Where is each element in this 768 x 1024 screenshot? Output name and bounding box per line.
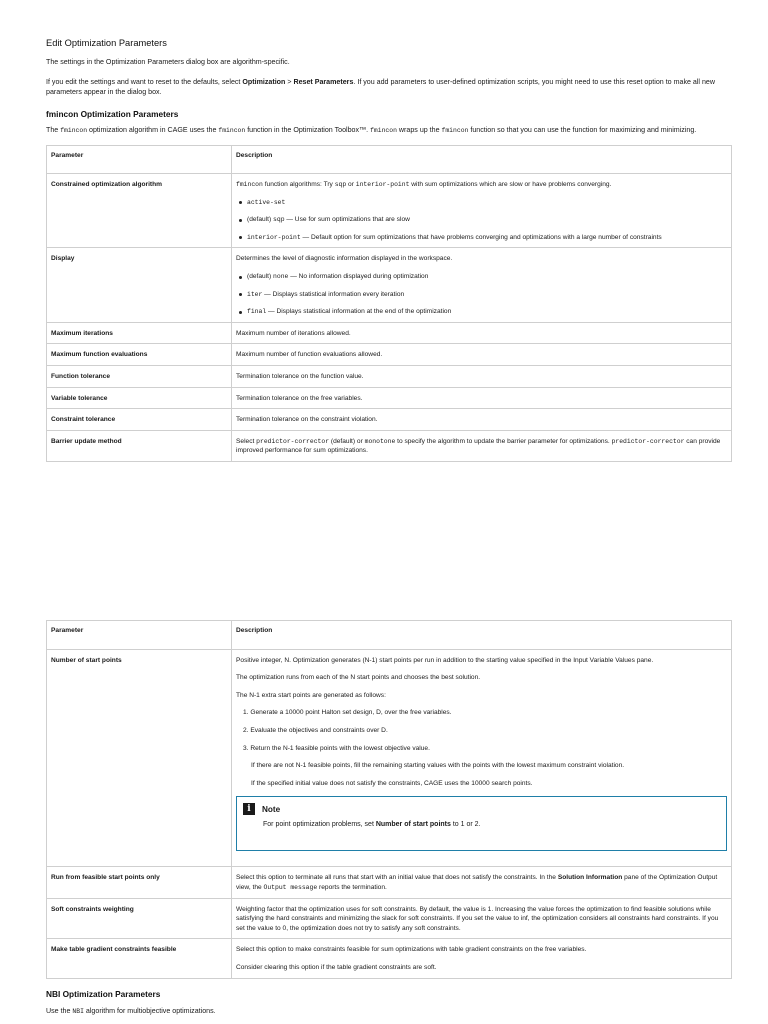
reset-paragraph <box>46 77 732 98</box>
note-emphasis: Number of start points <box>375 821 451 829</box>
note-box <box>236 796 727 851</box>
table-row <box>47 248 732 322</box>
code-text: predictor-corrector <box>256 437 330 445</box>
param-description: Maximum number of iterations allowed. <box>232 322 732 344</box>
list-item: 2. Evaluate the objectives and constraints over D. <box>243 726 388 734</box>
param-description <box>232 867 732 898</box>
desc-text: to 1 or 2. <box>450 821 481 829</box>
desc-text: algorithm for multiobjective optimizations. <box>83 1007 216 1015</box>
param-name: Constraint tolerance <box>47 409 232 431</box>
desc-text: — Default option for sum optimizations that have problems converging and optimizations with a large number of constraints <box>300 233 662 241</box>
code-text: NBI <box>72 1008 84 1015</box>
table-row <box>47 173 732 247</box>
fmincon-code: fmincon <box>441 126 469 134</box>
table-row <box>47 939 732 978</box>
fmincon-intro-text: function in the Optimization Toolbox™. <box>245 125 371 134</box>
code-text: interior-point <box>355 180 410 188</box>
desc-text: Use the <box>46 1007 73 1015</box>
code-text: predictor-corrector <box>611 437 685 445</box>
desc-text: (default) or <box>329 437 365 445</box>
param-description <box>232 430 732 461</box>
desc-text: pane of the Optimization Output view, the <box>236 874 718 891</box>
param-description <box>232 248 732 322</box>
table-row <box>47 322 732 344</box>
param-description: Weighting factor that the optimization uses for soft constraints. By default, the value is 1. Increasing the value forces the optimization to find feasible solutions while satisfying the hard constraints and minimizing the slack for soft constraints. If you set the value to inf, the optimization considers all constraints hard constraints. If you set the value to 0, the optimization does not try to satisfy any soft constraints. <box>232 898 732 939</box>
table-row <box>47 365 732 387</box>
fmincon-intro <box>46 125 732 137</box>
code-text: sqp <box>334 180 347 188</box>
table-row <box>47 387 732 409</box>
menu-separator: > <box>285 77 294 86</box>
nbi-intro <box>46 1006 732 1018</box>
code-text: active-set <box>247 198 286 206</box>
param-name: Maximum iterations <box>47 322 232 344</box>
param-description: Termination tolerance on the function value. <box>232 365 732 387</box>
fmincon-intro-text: function so that you can use the function for maximizing and minimizing. <box>468 125 697 134</box>
bullet-list <box>236 198 727 243</box>
fmincon-code: fmincon <box>370 126 397 134</box>
desc-text: Determines the level of diagnostic information displayed in the workspace. <box>236 255 453 263</box>
desc-text: If there are not N-1 feasible points, fill the remaining starting values with the points with the lowest maximum constraint violation. <box>251 762 625 770</box>
code-text: final <box>247 308 267 316</box>
param-description: Termination tolerance on the free variables. <box>232 387 732 409</box>
param-name: Soft constraints weighting <box>47 898 232 939</box>
list-item <box>236 290 727 300</box>
code-text: interior-point <box>247 233 301 241</box>
code-text: Output message <box>263 883 318 891</box>
desc-text: to specify the algorithm to update the barrier parameter for optimizations. <box>395 437 612 445</box>
intro-paragraph: The settings in the Optimization Parameters dialog box are algorithm-specific. <box>46 58 290 66</box>
fmincon-intro-text: optimization algorithm in CAGE uses the <box>87 125 219 134</box>
param-name: Barrier update method <box>47 430 232 461</box>
list-item <box>236 198 727 208</box>
param-description <box>232 939 732 978</box>
table-row <box>47 430 732 461</box>
desc-text: with sum optimizations which are slow or have problems converging. <box>409 180 612 188</box>
bullet-list <box>236 272 727 317</box>
param-description <box>232 173 732 247</box>
desc-text: Select this option to make constraints feasible for sum optimizations with table gradient constraints on the free variables. <box>236 946 587 954</box>
param-name: Number of start points <box>47 649 232 867</box>
menu-reset-parameters: Reset Parameters <box>293 77 354 86</box>
desc-text: (default) <box>247 216 274 224</box>
table-row <box>47 649 732 867</box>
desc-text: — Use for sum optimizations that are slow <box>284 216 410 224</box>
param-description: Maximum number of function evaluations allowed. <box>232 344 732 366</box>
column-header-description: Description <box>232 621 732 650</box>
code-text: fmincon <box>236 180 263 188</box>
param-description: Termination tolerance on the constraint violation. <box>232 409 732 431</box>
table-row <box>47 409 732 431</box>
param-name: Display <box>47 248 232 322</box>
table-row <box>47 898 732 939</box>
code-text: iter <box>247 290 263 298</box>
note-title: Note <box>262 804 281 814</box>
list-item <box>236 307 727 317</box>
code-text: none <box>273 272 289 280</box>
code-text: monotone <box>364 437 396 445</box>
fmincon-parameters-table <box>46 145 732 462</box>
desc-text: The N-1 extra start points are generated as follows: <box>236 691 386 699</box>
param-name: Constrained optimization algorithm <box>47 173 232 247</box>
reset-text-post: . If you add parameters to user-defined optimization scripts, you might need to use this reset option to make all new parameters appear in the dialog box. <box>46 77 715 97</box>
content <box>46 38 732 462</box>
column-header-parameter: Parameter <box>47 621 232 650</box>
column-header-parameter: Parameter <box>47 146 232 174</box>
desc-text: or <box>346 180 356 188</box>
fmincon-heading: fmincon Optimization Parameters <box>46 108 179 119</box>
nbi-heading: NBI Optimization Parameters <box>46 989 161 999</box>
nbi-section <box>46 989 732 1018</box>
desc-text: — No information displayed during optimization <box>288 272 429 280</box>
desc-text: Positive integer, N. Optimization generates (N-1) start points per run in addition to the starting value specified in the Input Variable Values pane. <box>236 656 654 664</box>
fmincon-intro-text: The <box>46 125 61 134</box>
param-description <box>232 649 732 867</box>
ui-term: Solution Information <box>557 874 623 882</box>
fmincon-intro-text: wraps up the <box>396 125 442 134</box>
info-icon: i <box>243 803 255 815</box>
reset-text-pre: If you edit the settings and want to reset to the defaults, select <box>46 77 243 86</box>
param-name: Maximum function evaluations <box>47 344 232 366</box>
list-item <box>236 215 727 225</box>
list-item <box>236 272 727 282</box>
column-header-description: Description <box>232 146 732 174</box>
note-header <box>243 803 720 815</box>
desc-text: The optimization runs from each of the N start points and chooses the best solution. <box>236 674 481 682</box>
table-header-row <box>47 146 732 174</box>
start-points-parameters-table <box>46 620 732 979</box>
fmincon-code: fmincon <box>60 126 88 134</box>
list-item <box>236 233 727 243</box>
list-item: 3. Return the N-1 feasible points with the lowest objective value. <box>243 744 430 752</box>
desc-text: (default) <box>247 272 274 280</box>
desc-text: function algorithms: Try <box>262 180 335 188</box>
desc-text: reports the termination. <box>317 883 387 891</box>
desc-text: Select <box>236 437 257 445</box>
list-item: 1. Generate a 10000 point Halton set design, D, over the free variables. <box>243 709 452 717</box>
code-text: sqp <box>273 216 285 224</box>
table-row <box>47 867 732 898</box>
table-header-row <box>47 621 732 650</box>
desc-text: can provide improved performance for sum optimizations. <box>236 437 721 455</box>
desc-text: — Displays statistical information every iteration <box>262 290 405 298</box>
param-name: Variable tolerance <box>47 387 232 409</box>
numbered-list <box>236 708 727 753</box>
param-name: Run from feasible start points only <box>47 867 232 898</box>
menu-optimization: Optimization <box>242 77 286 86</box>
fmincon-code: fmincon <box>218 126 246 134</box>
param-name: Make table gradient constraints feasible <box>47 939 232 978</box>
desc-text: If the specified initial value does not satisfy the constraints, CAGE uses the 10000 search points. <box>251 779 533 787</box>
desc-text: — Displays statistical information at the end of the optimization <box>266 308 452 316</box>
table-row <box>47 344 732 366</box>
param-name: Function tolerance <box>47 365 232 387</box>
desc-text: Consider clearing this option if the table gradient constraints are soft. <box>236 963 437 971</box>
note-body <box>243 820 720 830</box>
page-title: Edit Optimization Parameters <box>46 38 167 48</box>
desc-text: Select this option to terminate all runs that start with an initial value that does not satisfy the constraints. In the <box>236 874 558 882</box>
desc-text: For point optimization problems, set <box>263 821 376 829</box>
